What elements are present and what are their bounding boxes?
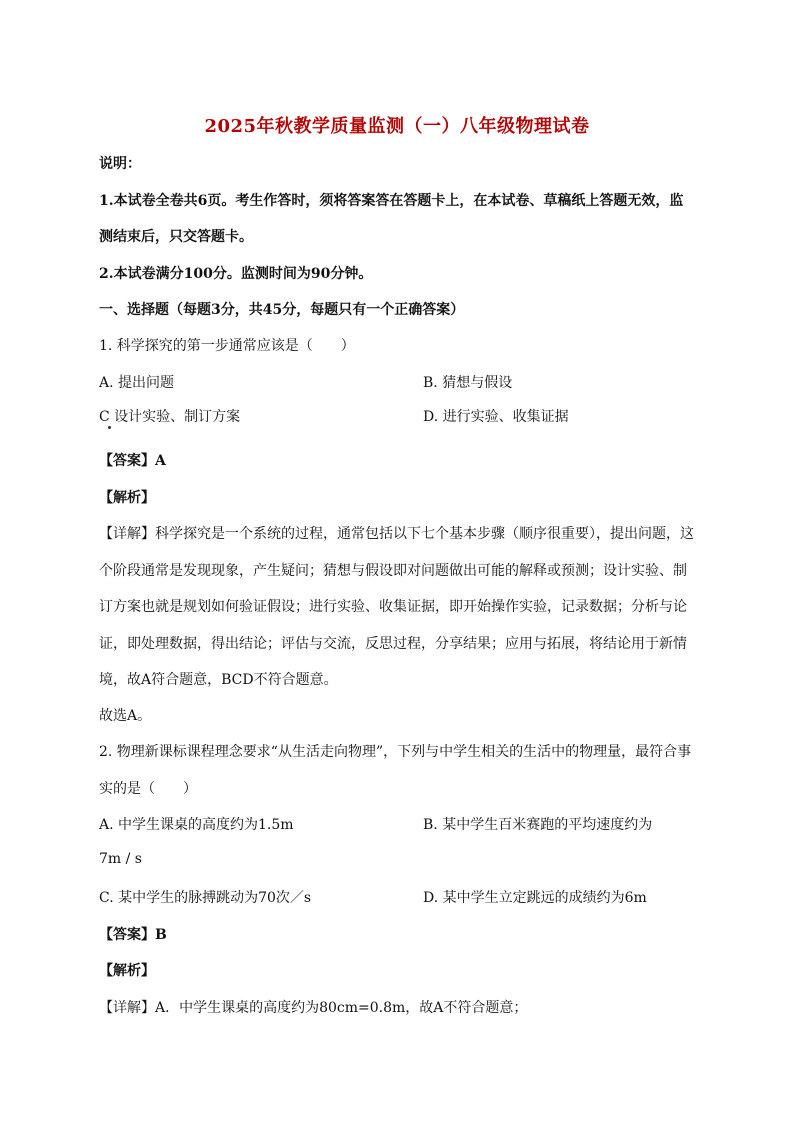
question-1-detail-line-1: 【详解】科学探究是一个系统的过程，通常包括以下七个基本步骤（顺序很重要），提出问题，这 [99,526,694,542]
question-2-stem-line-2: 实的是（ ） [99,781,197,797]
question-1-stem: 1. 科学探究的第一步通常应该是（ ） [99,338,355,354]
stray-dot-mark [108,426,111,429]
question-2-option-b-continued: 7m / s [99,851,142,867]
question-2-analysis-label: 【解析】 [99,963,155,979]
question-2-stem-line-1: 2. 物理新课标课程理念要求“从生活走向物理”，下列与中学生相关的生活中的物理量，最符合事 [99,744,692,760]
question-2-option-b: B. 某中学生百米赛跑的平均速度约为 [423,817,653,833]
question-1-option-c: C 设计实验、制订方案 [99,409,241,425]
question-2-option-c: C. 某中学生的脉搏跳动为70次／s [99,890,312,906]
page-title: 2025年秋教学质量监测（一）八年级物理试卷 [204,116,590,137]
question-1-answer: 【答案】A [99,453,166,469]
question-1-detail-line-4: 证，即处理数据，得出结论；评估与交流，反思过程，分享结果；应用与拓展，将结论用于新情 [99,636,687,652]
instruction-item-2: 2.本试卷满分100分。监测时间为90分钟。 [99,266,373,282]
question-1-option-d: D. 进行实验、收集证据 [423,409,569,425]
section-1-heading: 一、选择题（每题3分，共45分，每题只有一个正确答案） [99,302,465,318]
question-1-detail-line-5: 境，故A符合题意，BCD不符合题意。 [99,672,338,688]
question-2-answer: 【答案】B [99,927,167,943]
question-1-detail-line-2: 个阶段通常是发现现象，产生疑问；猜想与假设即对问题做出可能的解释或预测；设计实验、制 [99,563,687,579]
question-2-option-d: D. 某中学生立定跳远的成绩约为6m [423,890,647,906]
instruction-item-1-line-2: 测结束后，只交答题卡。 [99,229,253,245]
question-1-analysis-label: 【解析】 [99,490,155,506]
question-2-detail-line-1: 【详解】A．中学生课桌的高度约为80cm=0.8m，故A不符合题意； [99,1000,528,1016]
question-2-option-a: A. 中学生课桌的高度约为1.5m [99,817,294,833]
question-1-conclusion: 故选A。 [99,708,152,724]
question-1-option-b: B. 猜想与假设 [423,375,513,391]
question-1-detail-line-3: 订方案也就是规划如何验证假设；进行实验、收集证据，即开始操作实验，记录数据；分析与论 [99,599,687,615]
question-1-option-a: A. 提出问题 [99,375,175,391]
instructions-heading: 说明： [99,156,141,172]
instruction-item-1-line-1: 1.本试卷全卷共6页。考生作答时，须将答案答在答题卡上，在本试卷、草稿纸上答题无效，监 [99,193,684,209]
